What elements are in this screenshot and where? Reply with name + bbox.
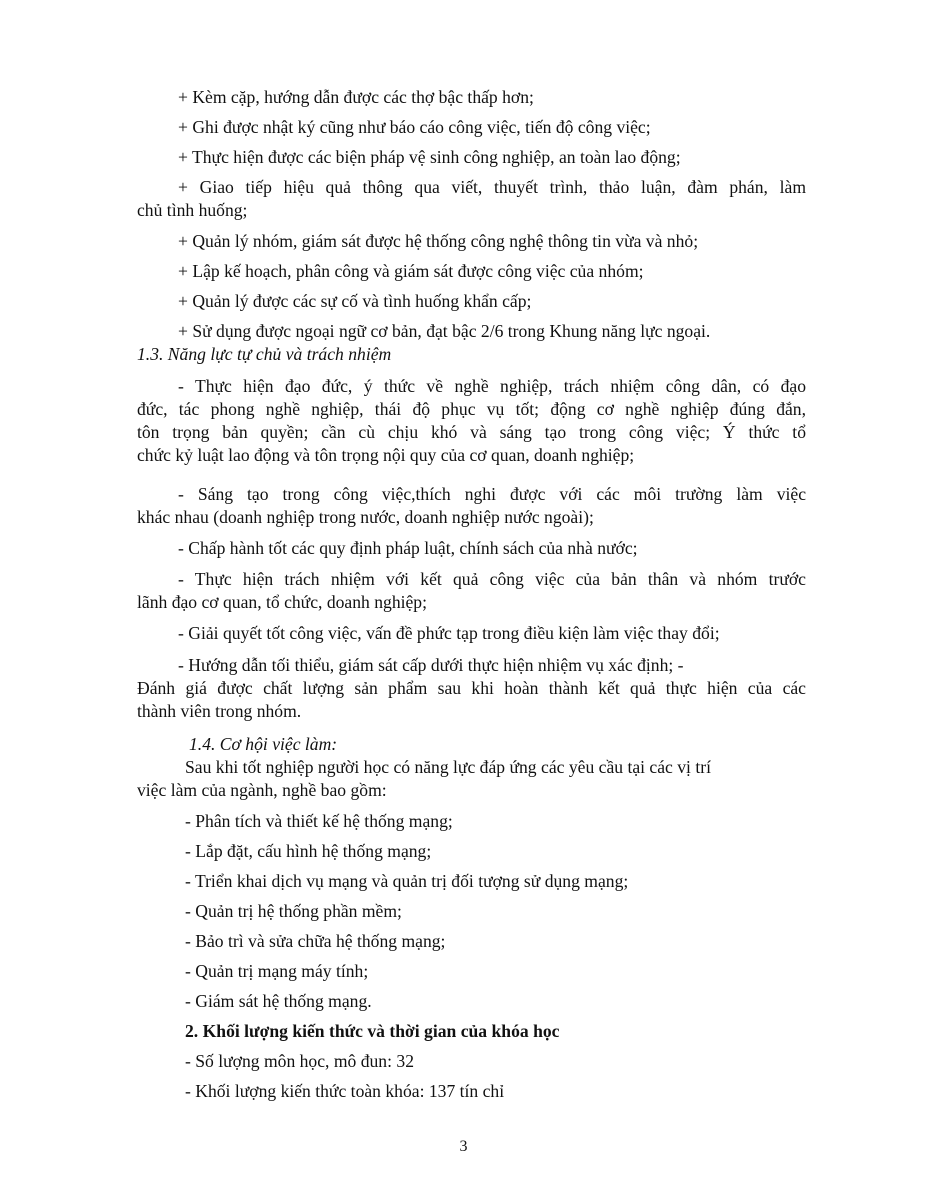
- course-info-line: - Khối lượng kiến thức toàn khóa: 137 tín chỉ: [185, 1081, 505, 1101]
- section-heading-2: 2. Khối lượng kiến thức và thời gian của khóa học: [185, 1021, 560, 1041]
- job-item: - Phân tích và thiết kế hệ thống mạng;: [185, 811, 453, 831]
- page-number: 3: [459, 1138, 468, 1155]
- paragraph-line: - Giải quyết tốt công việc, vấn đề phức tạp trong điều kiện làm việc thay đổi;: [178, 623, 720, 643]
- paragraph-line: - Thực hiện trách nhiệm với kết quả công việc của bản thân và nhóm trước: [178, 569, 806, 589]
- job-item: - Quản trị hệ thống phần mềm;: [185, 901, 402, 921]
- paragraph-line: - Chấp hành tốt các quy định pháp luật, chính sách của nhà nước;: [178, 538, 638, 558]
- skill-item: + Lập kế hoạch, phân công và giám sát được công việc của nhóm;: [178, 261, 644, 281]
- paragraph-line: - Thực hiện đạo đức, ý thức về nghề nghiệp, trách nhiệm công dân, có đạo: [178, 376, 806, 396]
- paragraph-line: tôn trọng bản quyền; cần cù chịu khó và sáng tạo trong công việc; Ý thức tổ: [137, 422, 806, 442]
- paragraph-line: lãnh đạo cơ quan, tổ chức, doanh nghiệp;: [137, 592, 427, 612]
- paragraph-line: khác nhau (doanh nghiệp trong nước, doanh nghiệp nước ngoài);: [137, 507, 594, 527]
- paragraph-line: - Sáng tạo trong công việc,thích nghi được với các môi trường làm việc: [178, 484, 806, 504]
- job-item: - Quản trị mạng máy tính;: [185, 961, 369, 981]
- job-item: - Bảo trì và sửa chữa hệ thống mạng;: [185, 931, 446, 951]
- skill-item: + Kèm cặp, hướng dẫn được các thợ bậc thấp hơn;: [178, 87, 534, 107]
- job-item: - Triển khai dịch vụ mạng và quản trị đối tượng sử dụng mạng;: [185, 871, 629, 891]
- paragraph-line: chức kỷ luật lao động và tôn trọng nội quy của cơ quan, doanh nghiệp;: [137, 445, 635, 465]
- paragraph-line: Sau khi tốt nghiệp người học có năng lực đáp ứng các yêu cầu tại các vị trí: [185, 757, 711, 777]
- paragraph-line: Đánh giá được chất lượng sản phẩm sau khi hoàn thành kết quả thực hiện của các: [137, 678, 806, 698]
- skill-item: + Sử dụng được ngoại ngữ cơ bản, đạt bậc 2/6 trong Khung năng lực ngoại.: [178, 321, 711, 341]
- skill-item: + Giao tiếp hiệu quả thông qua viết, thuyết trình, thảo luận, đàm phán, làm: [178, 177, 806, 197]
- skill-item: + Quản lý được các sự cố và tình huống khẩn cấp;: [178, 291, 532, 311]
- paragraph-line: việc làm của ngành, nghề bao gồm:: [137, 780, 387, 800]
- skill-item: + Thực hiện được các biện pháp vệ sinh công nghiệp, an toàn lao động;: [178, 147, 681, 167]
- paragraph-line: - Hướng dẫn tối thiểu, giám sát cấp dưới thực hiện nhiệm vụ xác định; -: [178, 655, 684, 675]
- skill-item: + Quản lý nhóm, giám sát được hệ thống công nghệ thông tin vừa và nhỏ;: [178, 231, 699, 251]
- paragraph-line: đức, tác phong nghề nghiệp, thái độ phục vụ tốt; động cơ nghề nghiệp đúng đắn,: [137, 399, 806, 419]
- skill-item: + Ghi được nhật ký cũng như báo cáo công việc, tiến độ công việc;: [178, 117, 651, 137]
- job-item: - Giám sát hệ thống mạng.: [185, 991, 372, 1011]
- section-heading-1-4: 1.4. Cơ hội việc làm:: [189, 734, 338, 754]
- job-item: - Lắp đặt, cấu hình hệ thống mạng;: [185, 841, 432, 861]
- skill-item-continuation: chủ tình huống;: [137, 200, 248, 220]
- paragraph-line: thành viên trong nhóm.: [137, 701, 302, 721]
- section-heading-1-3: 1.3. Năng lực tự chủ và trách nhiệm: [137, 344, 392, 364]
- course-info-line: - Số lượng môn học, mô đun: 32: [185, 1051, 414, 1071]
